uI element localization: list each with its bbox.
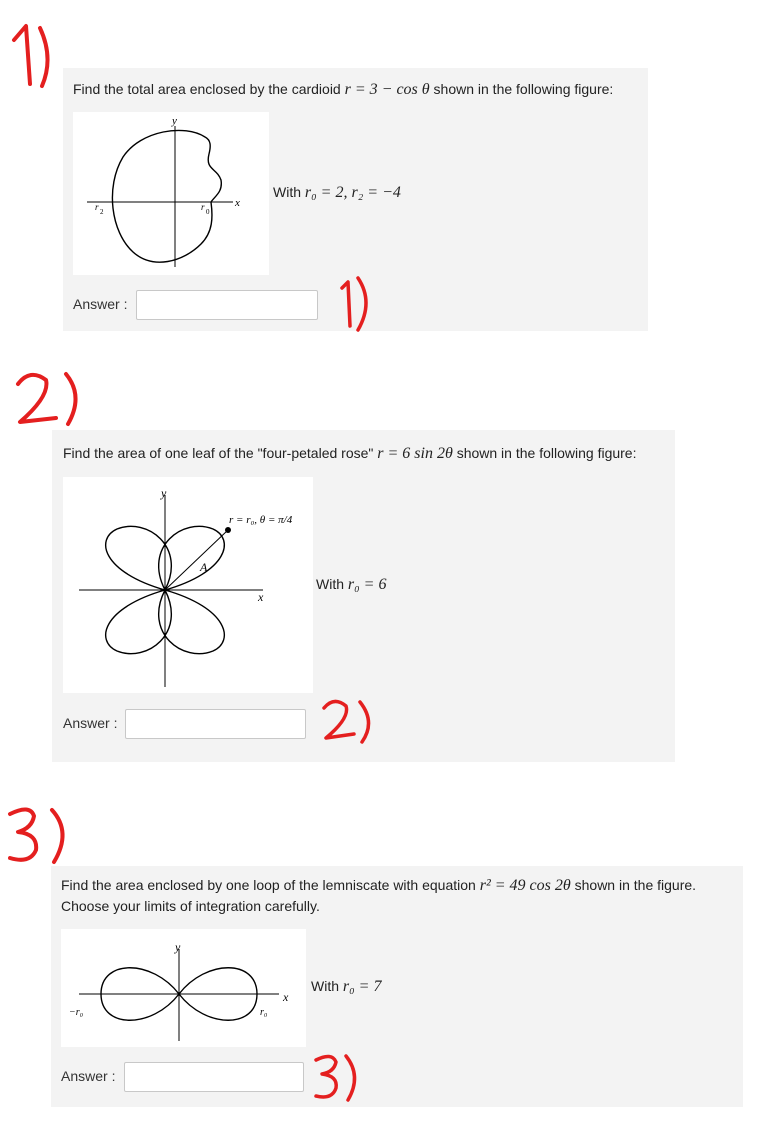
q3-lemniscate-figure (61, 929, 306, 1047)
q3-with (311, 978, 381, 996)
q3-equation: r² = 49 cos 2θ (479, 877, 571, 894)
q3-answer-input[interactable] (124, 1062, 304, 1092)
q3-text-before: Find the area enclosed by one loop of the lemniscate with equation (61, 877, 476, 893)
q3-with-prefix: With (311, 978, 339, 994)
x-label: x (258, 590, 264, 604)
q3-prompt (61, 875, 736, 916)
q3-text-after: shown in the figure. (574, 877, 697, 893)
marker-1-glyph (4, 18, 54, 90)
q1-cardioid-figure (73, 112, 269, 275)
q1-answer-input[interactable] (136, 290, 318, 320)
marker-2-glyph (12, 366, 92, 430)
q1-with-prefix: With (273, 184, 301, 200)
radius-point (225, 527, 231, 533)
q1-text-after: shown in the following figure: (433, 81, 614, 97)
r0-label: r₀ (260, 1007, 268, 1018)
q2-with-values: r₀ = 6 (347, 576, 387, 593)
q2-text-before: Find the area of one leaf of the "four-petaled rose" (63, 445, 374, 461)
q2-with-prefix: With (316, 576, 344, 592)
y-label: y (175, 940, 181, 954)
q3-answer-label: Answer : (61, 1068, 116, 1084)
r0-label: r (201, 202, 205, 212)
q2-text-after: shown in the following figure: (456, 445, 637, 461)
q1-marker-right (336, 272, 376, 336)
q3-marker-right (310, 1050, 366, 1106)
x-label: x (283, 990, 289, 1004)
q1-marker-left (4, 18, 54, 90)
q1-text-before: Find the total area enclosed by the cardioid (73, 81, 341, 97)
marker-3-right-glyph (310, 1050, 366, 1106)
lemniscate-plot (61, 929, 306, 1047)
x-label: x (235, 197, 240, 209)
q1-with-values: r₀ = 2, r₂ = −4 (304, 184, 401, 201)
q3-with-values: r₀ = 7 (342, 978, 382, 995)
r0-sub: 0 (206, 208, 210, 216)
q2-answer-input[interactable] (125, 709, 306, 739)
q2-with (316, 576, 386, 594)
cardioid-plot (73, 112, 269, 275)
q1-prompt (73, 79, 643, 100)
cardioid-curve (112, 130, 221, 262)
q3-line-2: Choose your limits of integration carefully. (61, 898, 320, 914)
marker-3-glyph (2, 802, 82, 866)
q1-answer-label: Answer : (73, 296, 128, 312)
r2-label: r (95, 202, 99, 212)
q2-marker-left (12, 366, 92, 430)
q2-rose-figure (63, 477, 313, 693)
y-label: y (172, 115, 177, 127)
q3-line-1 (61, 875, 736, 896)
y-label: y (161, 486, 167, 500)
marker-2-right-glyph (318, 694, 378, 748)
q1-equation: r = 3 − cos θ (344, 81, 430, 98)
q2-answer-label: Answer : (63, 715, 118, 731)
r2-sub: 2 (100, 208, 104, 216)
q1-with (273, 184, 401, 202)
area-label: A (200, 560, 208, 574)
neg-r0-label: −r₀ (69, 1007, 84, 1018)
rose-plot (63, 477, 313, 693)
q3-marker-left (2, 802, 82, 866)
condition-label: r = r₀, θ = π/4 (229, 514, 293, 526)
marker-1-right-glyph (336, 272, 376, 336)
q2-marker-right (318, 694, 378, 748)
q2-equation: r = 6 sin 2θ (377, 445, 453, 462)
q2-prompt (63, 443, 673, 464)
